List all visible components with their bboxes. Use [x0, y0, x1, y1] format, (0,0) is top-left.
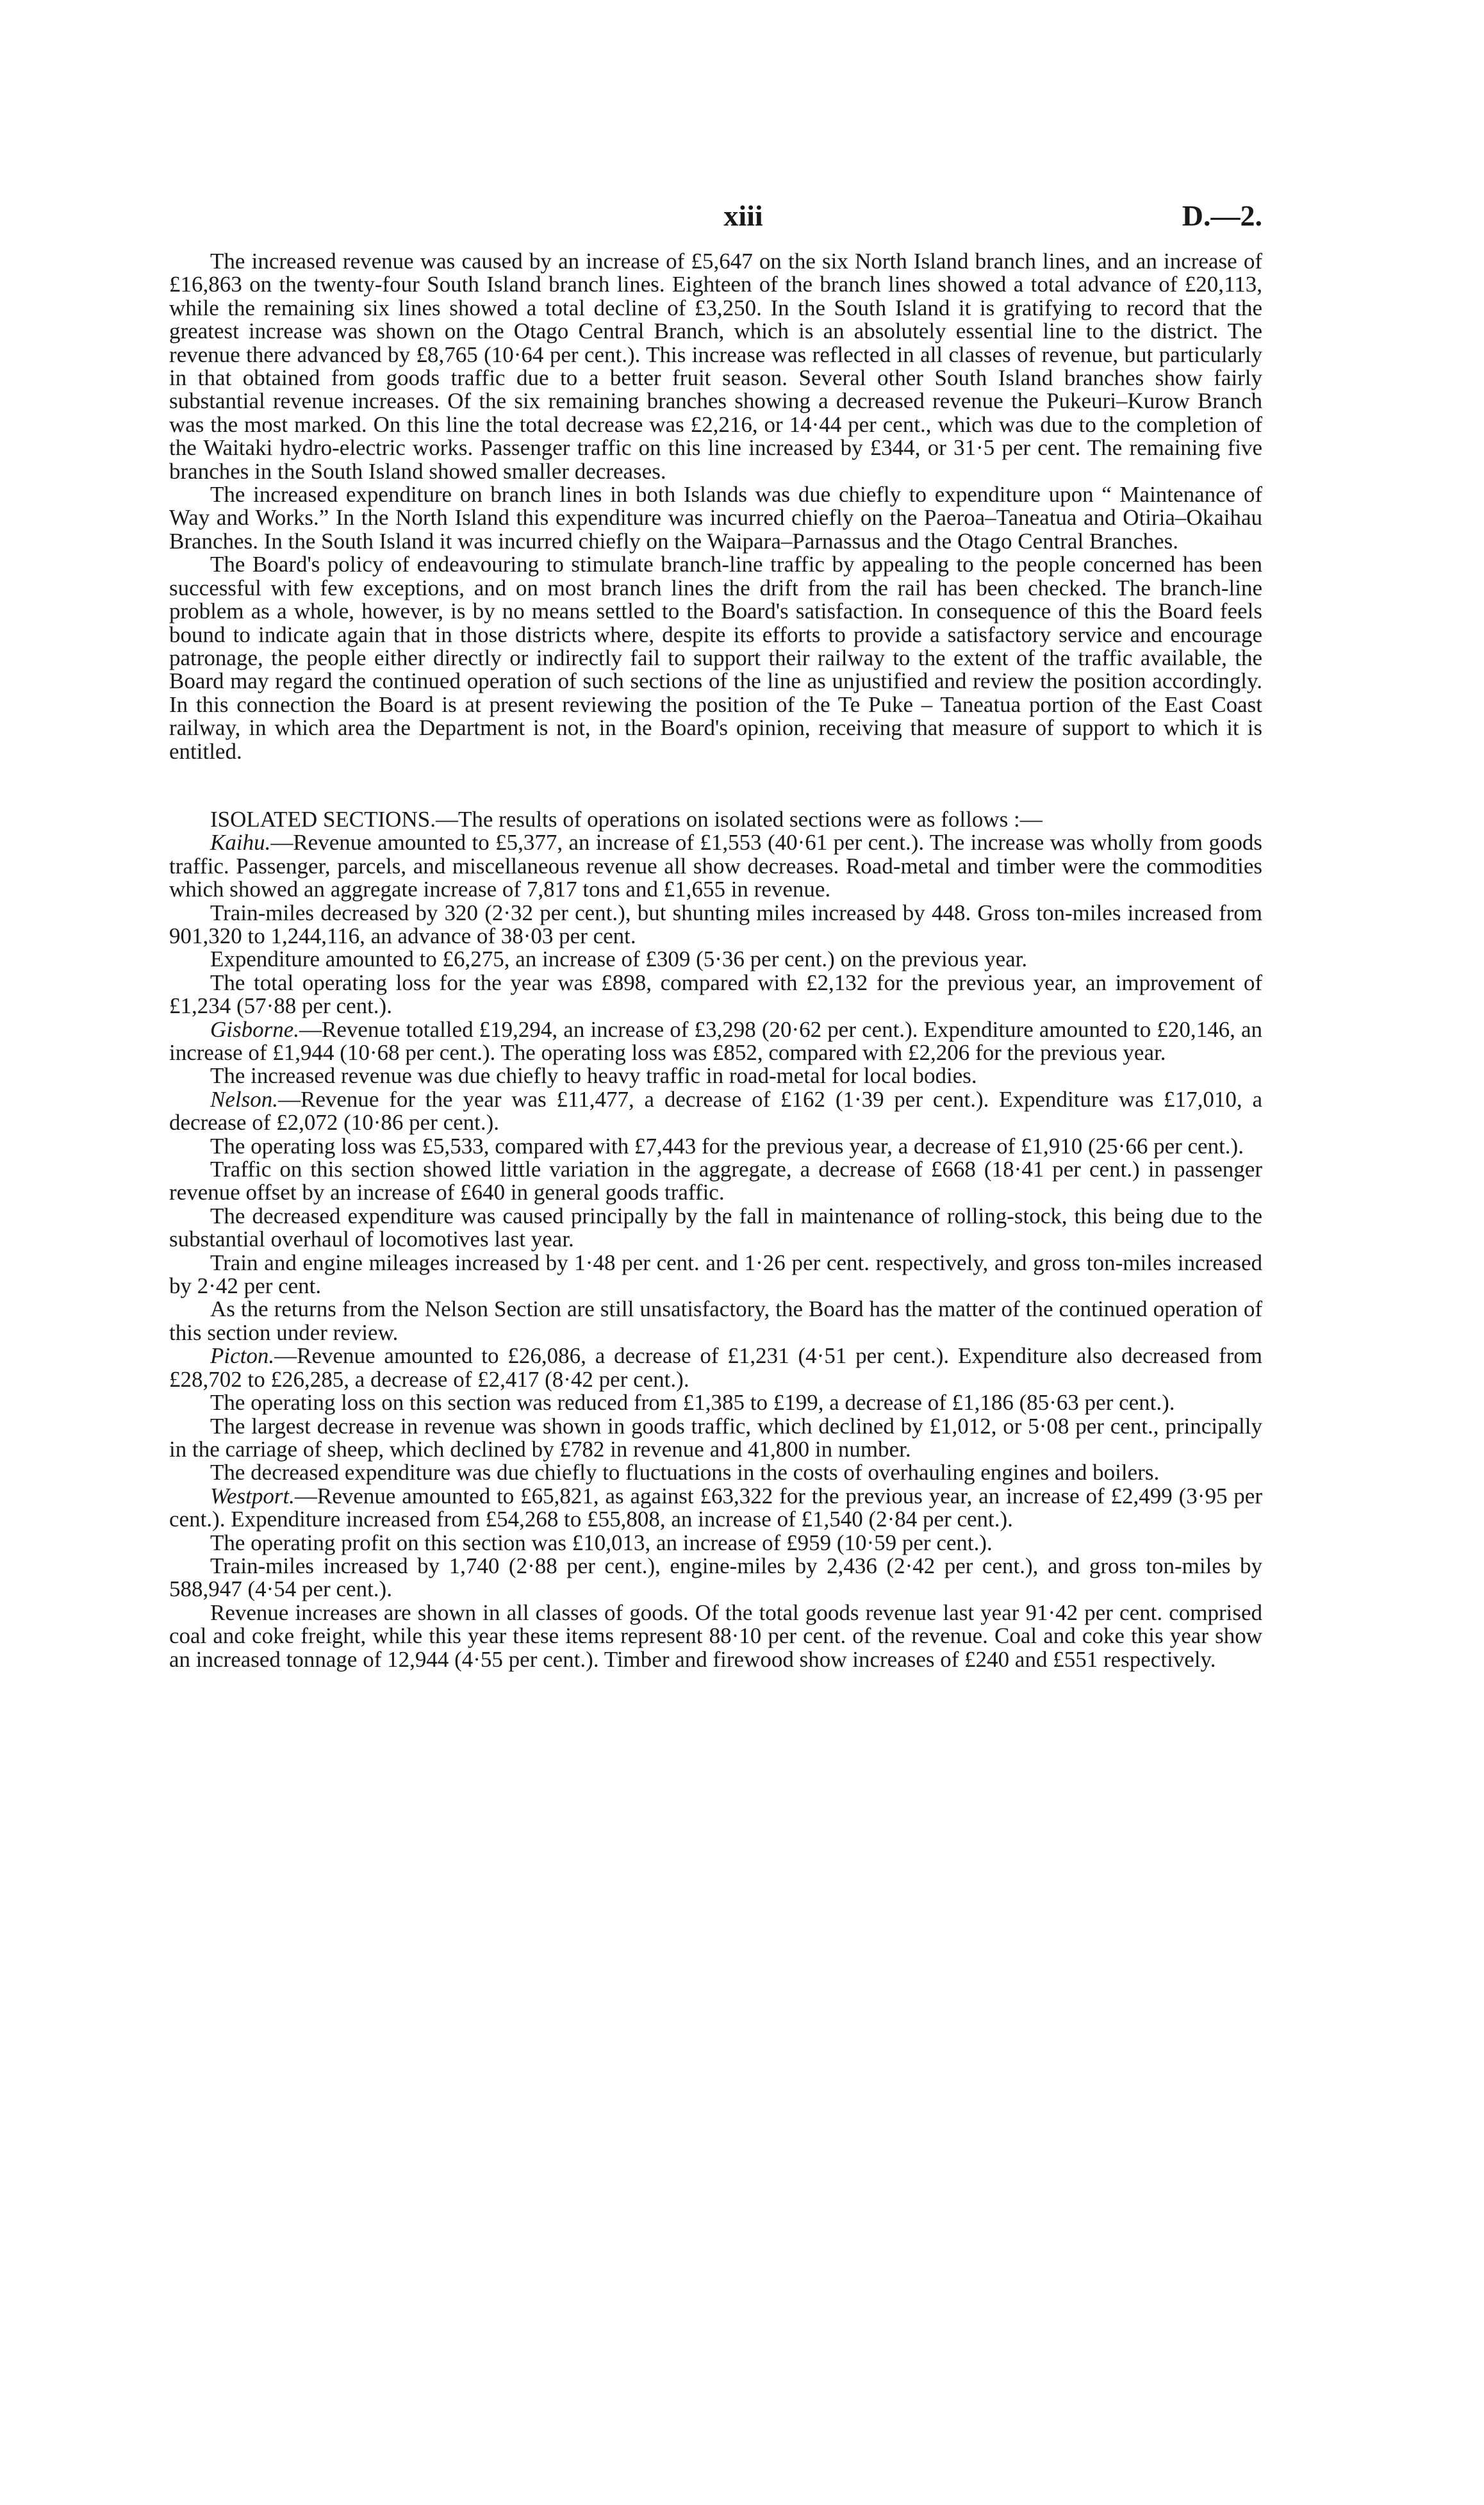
kaihu-paragraph-3: Expenditure amounted to £6,275, an increase of £309 (5·36 per cent.) on the previous year. — [210, 947, 1028, 972]
gisborne-label: Gisborne. — [210, 1016, 300, 1042]
nelson-label: Nelson. — [210, 1086, 278, 1112]
nelson-paragraph-4: The decreased expenditure was caused principally by the fall in maintenance of rolling-stock, this being due to the substantial overhaul of locomotives last year. — [169, 1203, 1262, 1252]
nelson-text-1: —Revenue for the year was £11,477, a decrease of £162 (1·39 per cent.). Expenditure was £17,010, a decrease of £2,072 (10·86 per cent.). — [169, 1086, 1262, 1136]
paragraph-branch-revenue: The increased revenue was caused by an increase of £5,647 on the six North Island branch lines, and an increase of £16,863 on the twenty-four South Island branch lines. Eighteen of the branch lines showed a total advance of £20,113, while the remaining six lines showed a total decline of £3,250. In the South Island it is gratifying to record that the greatest increase was shown on the Otago Central Branch, which is an absolutely essential line to the district. The revenue there advanced by £8,765 (10·64 per cent.). This increase was reflected in all classes of revenue, but particularly in that obtained from goods traffic due to a better fruit season. Several other South Island branches show fairly substantial revenue increases. Of the six remaining branches showing a decreased revenue the Pukeuri–Kurow Branch was the most marked. On this line the total decrease was £2,216, or 14·44 per cent., which was due to the completion of the Waitaki hydro-electric works. Passenger traffic on this line increased by £344, or 31·5 per cent. The remaining five branches in the South Island showed smaller decreases. — [169, 249, 1262, 484]
picton-paragraph-3: The largest decrease in revenue was shown in goods traffic, which declined by £1,012, or 5·08 per cent., principally in the carriage of sheep, which declined by £782 in revenue and 41,800 in number. — [169, 1413, 1262, 1462]
westport-text-1: —Revenue amounted to £65,821, as against £63,322 for the previous year, an increase of £2,499 (3·95 per cent.). Expenditure increased from £54,268 to £55,808, an increase of £1,540 (2·84 per cent.). — [169, 1483, 1262, 1532]
gisborne-paragraph-2: The increased revenue was due chiefly to heavy traffic in road-metal for local bodies. — [210, 1063, 977, 1089]
picton-paragraph-1 — [169, 1344, 1262, 1391]
gisborne-paragraph-1 — [169, 1018, 1262, 1065]
kaihu-paragraph-2: Train-miles decreased by 320 (2·32 per cent.), but shunting miles increased by 448. Gross ton-miles increased from 901,320 to 1,244,116, an advance of 38·03 per cent. — [169, 900, 1262, 948]
westport-paragraph-1 — [169, 1485, 1262, 1532]
nelson-paragraph-2: The operating loss was £5,533, compared with £7,443 for the previous year, a decrease of £1,910 (25·66 per cent.). — [210, 1133, 1244, 1159]
kaihu-label: Kaihu. — [210, 830, 271, 856]
westport-paragraph-3: Train-miles increased by 1,740 (2·88 per cent.), engine-miles by 2,436 (2·42 per cent.), and gross ton-miles by 588,947 (4·54 per cent.). — [169, 1553, 1262, 1602]
kaihu-paragraph-4: The total operating loss for the year was £898, compared with £2,132 for the previous year, an improvement of £1,234 (57·88 per cent.). — [169, 970, 1262, 1019]
westport-paragraph-4: Revenue increases are shown in all classes of goods. Of the total goods revenue last year 91·42 per cent. comprised coal and coke freight, while this year these items represent 88·10 per cent. of the revenue. Coal and coke this year show an increased tonnage of 12,944 (4·55 per cent.). Timber and firewood show increases of £240 and £551 respectively. — [169, 1600, 1262, 1672]
paragraph-board-policy: The Board's policy of endeavouring to stimulate branch-line traffic by appealing to the people concerned has been successful with few exceptions, and on most branch lines the drift from the rail has been checked. The branch-line problem as a whole, however, is by no means settled to the Board's satisfaction. In consequence of this the Board feels bound to indicate again that in those districts where, despite its efforts to provide a satisfactory service and encourage patronage, the people either directly or indirectly fail to support their railway to the extent of the traffic available, the Board may regard the continued operation of such sections of the line as unjustified and review the position accordingly. In this connection the Board is at present reviewing the position of the Te Puke – Taneatua portion of the East Coast railway, in which area the Department is not, in the Board's opinion, receiving that measure of support to which it is entitled. — [169, 552, 1262, 764]
section-heading-isolated-sections: ISOLATED SECTIONS.—The results of operations on isolated sections were as follows :— — [210, 806, 1043, 832]
picton-label: Picton. — [210, 1343, 275, 1369]
picton-paragraph-4: The decreased expenditure was due chiefly to fluctuations in the costs of overhauling engines and boilers. — [210, 1460, 1160, 1485]
gisborne-text-1: —Revenue totalled £19,294, an increase of £3,298 (20·62 per cent.). Expenditure amounted to £20,146, an increase of £1,944 (10·68 per cent.). The operating loss was £852, compared with £2,206 for the previous year. — [169, 1016, 1262, 1065]
nelson-paragraph-3: Traffic on this section showed little variation in the aggregate, a decrease of £668 (18·41 per cent.) in passenger revenue offset by an increase of £640 in general goods traffic. — [169, 1157, 1262, 1205]
nelson-paragraph-6: As the returns from the Nelson Section are still unsatisfactory, the Board has the matter of the continued operation of this section under review. — [169, 1296, 1262, 1345]
kaihu-text-1: —Revenue amounted to £5,377, an increase of £1,553 (40·61 per cent.). The increase was wholly from goods traffic. Passenger, parcels, and miscellaneous revenue all show decreases. Road-metal and timber were the commodities which showed an aggregate increase of 7,817 tons and £1,655 in revenue. — [169, 830, 1262, 902]
kaihu-paragraph-1 — [169, 831, 1262, 901]
nelson-paragraph-1 — [169, 1088, 1262, 1135]
picton-text-1: —Revenue amounted to £26,086, a decrease of £1,231 (4·51 per cent.). Expenditure also decreased from £28,702 to £26,285, a decrease of £2,417 (8·42 per cent.). — [169, 1343, 1262, 1392]
westport-label: Westport. — [210, 1483, 295, 1509]
westport-paragraph-2: The operating profit on this section was £10,013, an increase of £959 (10·59 per cent.). — [210, 1530, 993, 1555]
nelson-paragraph-5: Train and engine mileages increased by 1·48 per cent. and 1·26 per cent. respectively, and gross ton-miles increased by 2·42 per cent. — [169, 1250, 1262, 1299]
picton-paragraph-2: The operating loss on this section was reduced from £1,385 to £199, a decrease of £1,186 (85·63 per cent.). — [210, 1390, 1175, 1416]
document-reference: D.—2. — [1182, 199, 1262, 232]
body-text — [169, 250, 1262, 1671]
paragraph-branch-expenditure: The increased expenditure on branch lines in both Islands was due chiefly to expenditure upon “ Maintenance of Way and Works.” In the North Island this expenditure was incurred chiefly on the Paeroa–Taneatua and Otiria–Okaihau Branches. In the South Island it was incurred chiefly on the Waipara–Parnassus and the Otago Central Branches. — [169, 482, 1262, 554]
page-number: xiii — [723, 199, 763, 232]
